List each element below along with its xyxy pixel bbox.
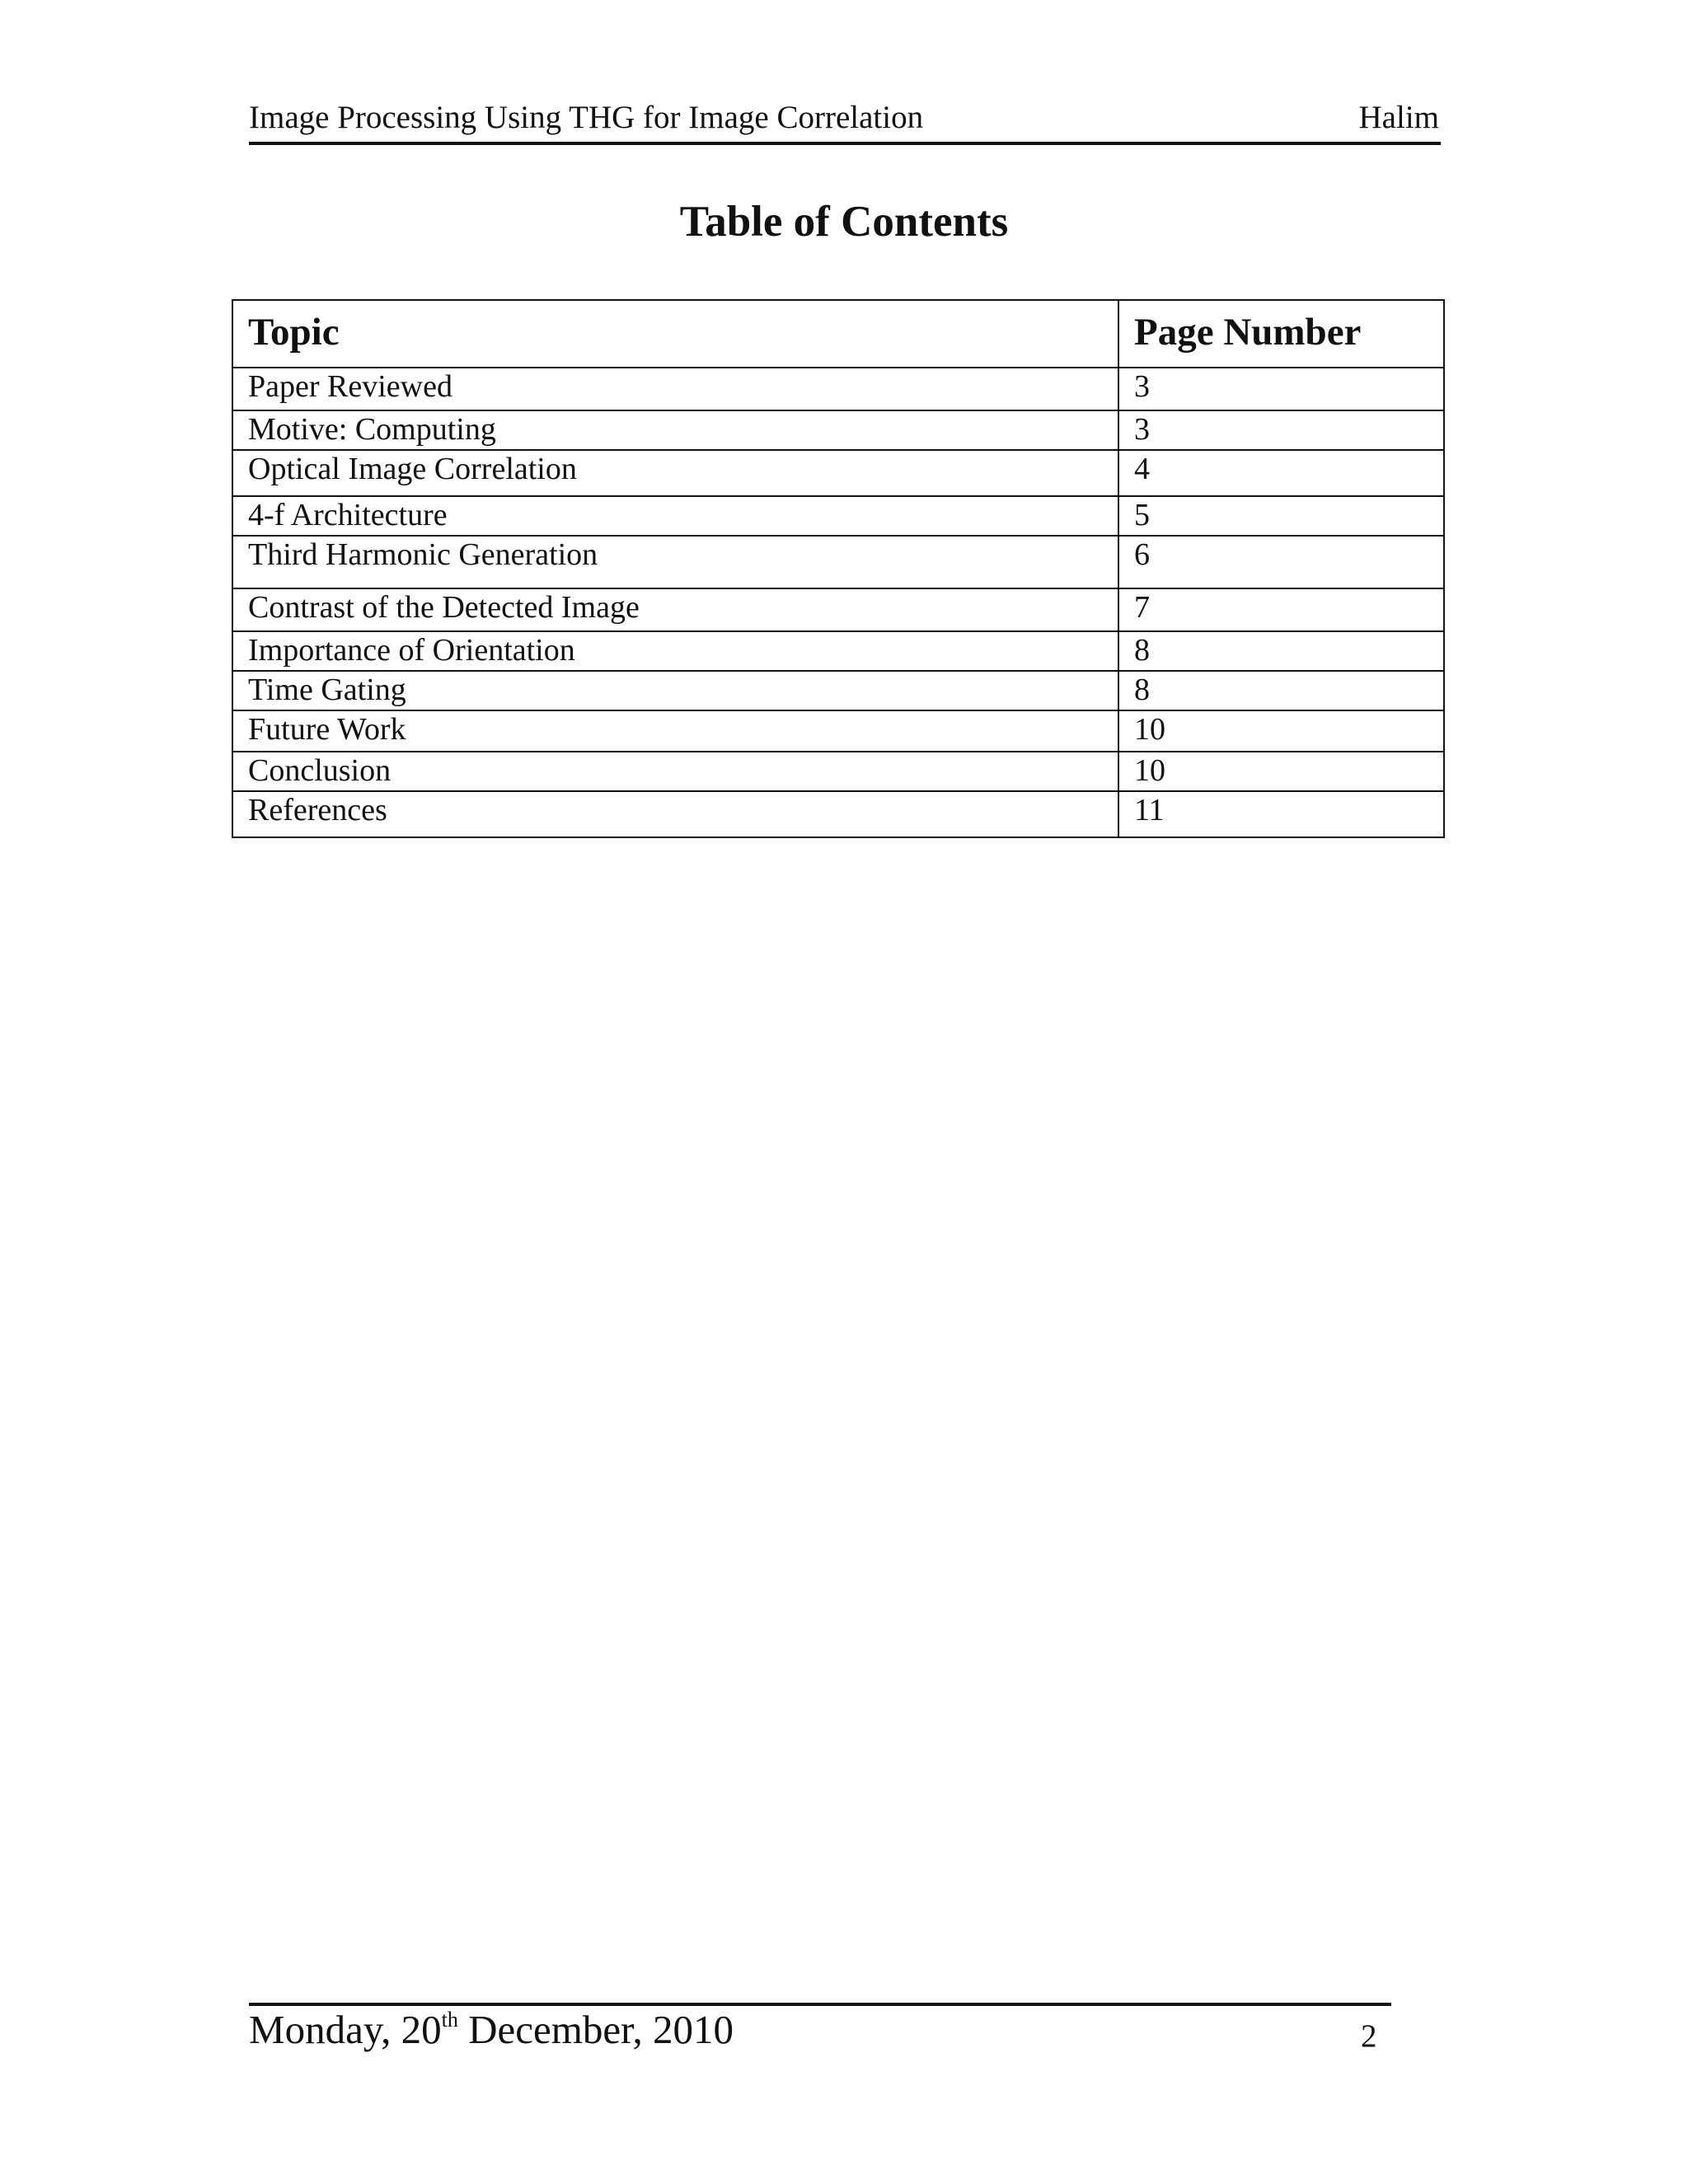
footer-page-number: 2 (1361, 2018, 1377, 2054)
topic-cell: Motive: Computing (232, 410, 1118, 450)
topic-cell: 4-f Architecture (232, 496, 1118, 536)
topic-cell: Optical Image Correlation (232, 450, 1118, 496)
header-author: Halim (1358, 100, 1439, 135)
topic-cell: References (232, 791, 1118, 837)
page-cell: 3 (1118, 410, 1444, 450)
page-cell: 11 (1118, 791, 1444, 837)
table-row (232, 710, 1444, 752)
table-header-row (232, 300, 1444, 368)
table-row (232, 536, 1444, 588)
table-row (232, 410, 1444, 450)
topic-cell: Third Harmonic Generation (232, 536, 1118, 588)
page-cell: 5 (1118, 496, 1444, 536)
header-title: Image Processing Using THG for Image Correlation (249, 100, 924, 135)
topic-cell: Conclusion (232, 752, 1118, 791)
table-row (232, 791, 1444, 837)
table-row (232, 631, 1444, 671)
footer-date-ordinal: th (441, 2008, 458, 2032)
page-cell: 3 (1118, 368, 1444, 410)
table-row (232, 450, 1444, 496)
topic-cell: Contrast of the Detected Image (232, 588, 1118, 631)
footer-date (249, 2006, 734, 2055)
topic-cell: Future Work (232, 710, 1118, 752)
topic-cell: Time Gating (232, 671, 1118, 710)
column-header-page-number: Page Number (1118, 300, 1444, 368)
table-row (232, 752, 1444, 791)
page-cell: 8 (1118, 631, 1444, 671)
footer-date-day: Monday, 20 (249, 2007, 442, 2052)
footer-date-month-year: December, 2010 (457, 2007, 734, 2052)
page-cell: 10 (1118, 710, 1444, 752)
table-row (232, 588, 1444, 631)
table-row (232, 368, 1444, 410)
column-header-topic: Topic (232, 300, 1118, 368)
page-cell: 8 (1118, 671, 1444, 710)
running-header (249, 96, 1441, 145)
topic-cell: Paper Reviewed (232, 368, 1118, 410)
page-title: Table of Contents (679, 198, 1009, 246)
page-cell: 4 (1118, 450, 1444, 496)
table-row (232, 496, 1444, 536)
page-cell: 7 (1118, 588, 1444, 631)
page-cell: 6 (1118, 536, 1444, 588)
table-row (232, 671, 1444, 710)
table-of-contents (232, 299, 1445, 838)
topic-cell: Importance of Orientation (232, 631, 1118, 671)
page-cell: 10 (1118, 752, 1444, 791)
